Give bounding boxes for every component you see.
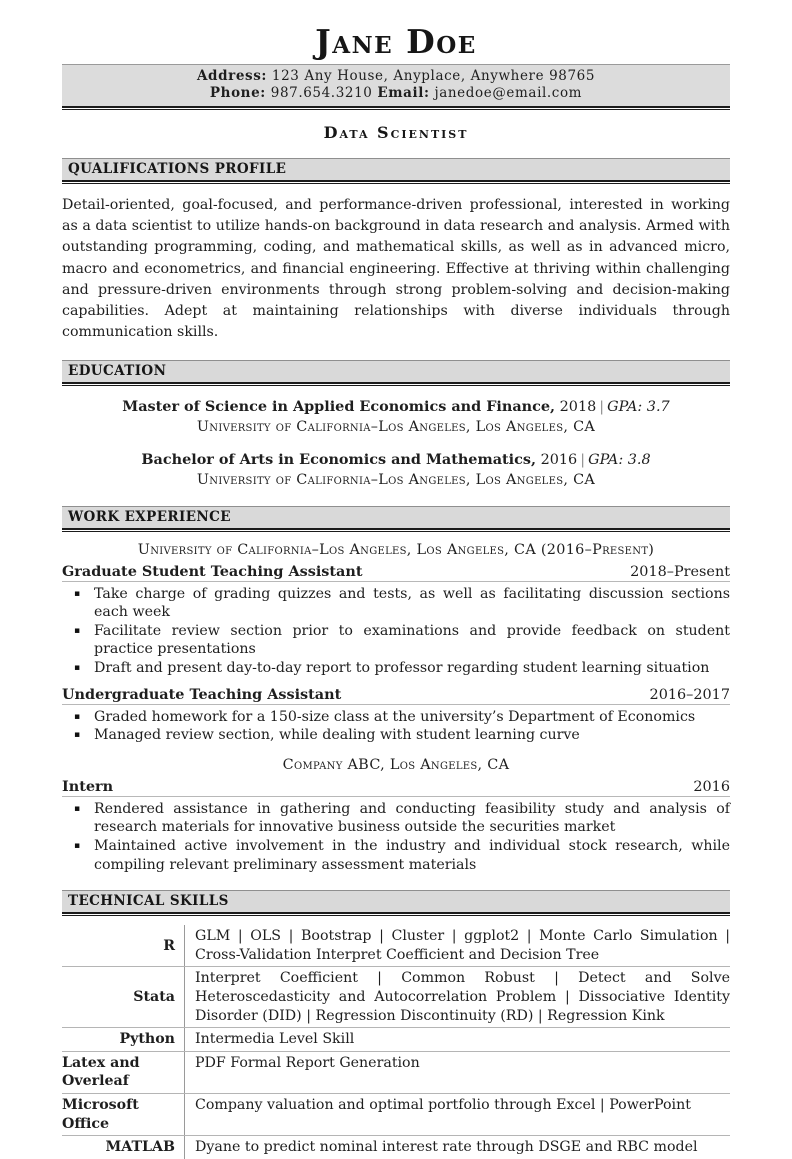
bullet-text: Draft and present day-to-day report to professor regarding student learning situation <box>94 660 710 677</box>
role-title: Intern <box>62 777 114 795</box>
skill-row <box>62 1135 730 1159</box>
bullet-item <box>62 800 730 837</box>
separator: | <box>599 398 605 415</box>
education-entry <box>62 397 730 437</box>
section-heading-education: EDUCATION <box>62 360 730 384</box>
email-label: Email: <box>377 84 430 101</box>
skill-detail: GLM | OLS | Bootstrap | Cluster | ggplot2 | Monte Carlo Simulation | Cross-Validation Interpret Coefficient and Decision Tree <box>195 928 730 963</box>
bullet-icon: ▪ <box>74 625 81 636</box>
role-bullet-list <box>62 585 730 678</box>
degree-year: 2016 <box>540 451 578 468</box>
role-dates: 2016 <box>693 778 730 795</box>
role-header <box>62 686 730 705</box>
separator: | <box>580 451 586 468</box>
skill-tool: Latex and Overleaf <box>62 1052 185 1093</box>
email-value: janedoe@email.com <box>434 84 583 101</box>
skill-detail: Interpret Coefficient | Common Robust | Detect and Solve Heteroscedasticity and Autocorrelation Problem | Dissociative Identity Disorder (DID) | Regression Discontinuity (RD) | Regression Kink <box>195 970 730 1024</box>
bullet-icon: ▪ <box>74 841 81 852</box>
gpa-value: GPA: 3.8 <box>588 451 651 468</box>
skill-detail: PDF Formal Report Generation <box>195 1054 420 1071</box>
bullet-icon: ▪ <box>74 730 81 741</box>
address-line <box>62 68 730 85</box>
role-title: Graduate Student Teaching Assistant <box>62 562 363 580</box>
bullet-icon: ▪ <box>74 663 81 674</box>
skill-row <box>62 966 730 1027</box>
skill-row <box>62 925 730 966</box>
bullet-icon: ▪ <box>74 588 81 599</box>
employer-name: Company ABC, Los Angeles, CA <box>282 756 510 773</box>
role-title: Undergraduate Teaching Assistant <box>62 685 342 703</box>
bullet-item <box>62 726 730 745</box>
bullet-icon: ▪ <box>74 711 81 722</box>
qualifications-summary: Detail-oriented, goal-focused, and performance-driven professional, interested in working as a data scientist to utilize hands-on background in data research and analysis. Armed with outstanding programming, coding, and mathematical skills, as well as in advanced micro, macro and econometrics, and financial engineering. Effective at thriving within challenging and pressure-driven environments through strong problem-solving and decision-making capabilities. Adept at maintaining relationships with diverse individuals through communication skills. <box>62 196 730 341</box>
skill-tool: Python <box>62 1028 185 1051</box>
phone-email-line <box>62 85 730 102</box>
degree-year: 2018 <box>559 398 597 415</box>
skill-row <box>62 1051 730 1093</box>
role-dates: 2016–2017 <box>649 686 730 703</box>
role-bullet-list <box>62 708 730 745</box>
skill-tool: Microsoft Office <box>62 1094 185 1135</box>
school-name: University of California–Los Angeles, Los Angeles, CA <box>196 418 596 435</box>
skill-detail: Dyane to predict nominal interest rate through DSGE and RBC model <box>195 1139 698 1156</box>
skill-row <box>62 1093 730 1135</box>
role-bullet-list <box>62 800 730 874</box>
bullet-text: Facilitate review section prior to examinations and provide feedback on student practice presentations <box>94 622 730 658</box>
section-heading-skills: TECHNICAL SKILLS <box>62 890 730 914</box>
school-name: University of California–Los Angeles, Los Angeles, CA <box>196 471 596 488</box>
degree-name: Master of Science in Applied Economics and Finance, <box>122 397 556 415</box>
document-title: Data Scientist <box>323 122 469 142</box>
bullet-item <box>62 837 730 874</box>
bullet-text: Graded homework for a 150-size class at the university’s Department of Economics <box>94 708 696 725</box>
skill-detail: Company valuation and optimal portfolio through Excel | PowerPoint <box>195 1096 691 1113</box>
employer-name: University of California–Los Angeles, Los Angeles, CA (2016–Present) <box>137 541 655 558</box>
phone-value: 987.654.3210 <box>270 84 373 101</box>
section-heading-qualifications: QUALIFICATIONS PROFILE <box>62 158 730 182</box>
education-entry <box>62 450 730 490</box>
bullet-item <box>62 585 730 622</box>
skills-table <box>62 925 730 1159</box>
address-value: 123 Any House, Anyplace, Anywhere 98765 <box>271 67 596 84</box>
contact-block <box>62 64 730 108</box>
bullet-item <box>62 622 730 659</box>
bullet-text: Managed review section, while dealing with student learning curve <box>94 727 580 744</box>
skill-tool: R <box>62 925 185 966</box>
degree-line <box>62 397 730 417</box>
address-label: Address: <box>196 67 267 84</box>
section-heading-experience: WORK EXPERIENCE <box>62 506 730 530</box>
gpa-value: GPA: 3.7 <box>607 398 670 415</box>
role-dates: 2018–Present <box>630 563 730 580</box>
bullet-icon: ▪ <box>74 803 81 814</box>
skill-detail: Intermedia Level Skill <box>195 1031 355 1048</box>
bullet-text: Maintained active involvement in the industry and individual stock research, while compiling relevant preliminary assessment materials <box>94 838 730 873</box>
role-header <box>62 563 730 582</box>
skill-tool: MATLAB <box>62 1136 185 1159</box>
candidate-name: Jane Doe <box>315 22 477 61</box>
degree-name: Bachelor of Arts in Economics and Mathematics, <box>141 450 537 468</box>
skill-row <box>62 1027 730 1051</box>
bullet-item <box>62 708 730 727</box>
bullet-text: Rendered assistance in gathering and conducting feasibility study and analysis of research materials for innovative business outside the securities market <box>94 800 730 836</box>
degree-line <box>62 450 730 470</box>
phone-label: Phone: <box>209 84 266 101</box>
bullet-item <box>62 659 730 678</box>
bullet-text: Take charge of grading quizzes and tests, as well as facilitating discussion sections each week <box>94 585 730 621</box>
role-header <box>62 778 730 797</box>
skill-tool: Stata <box>62 967 185 1027</box>
